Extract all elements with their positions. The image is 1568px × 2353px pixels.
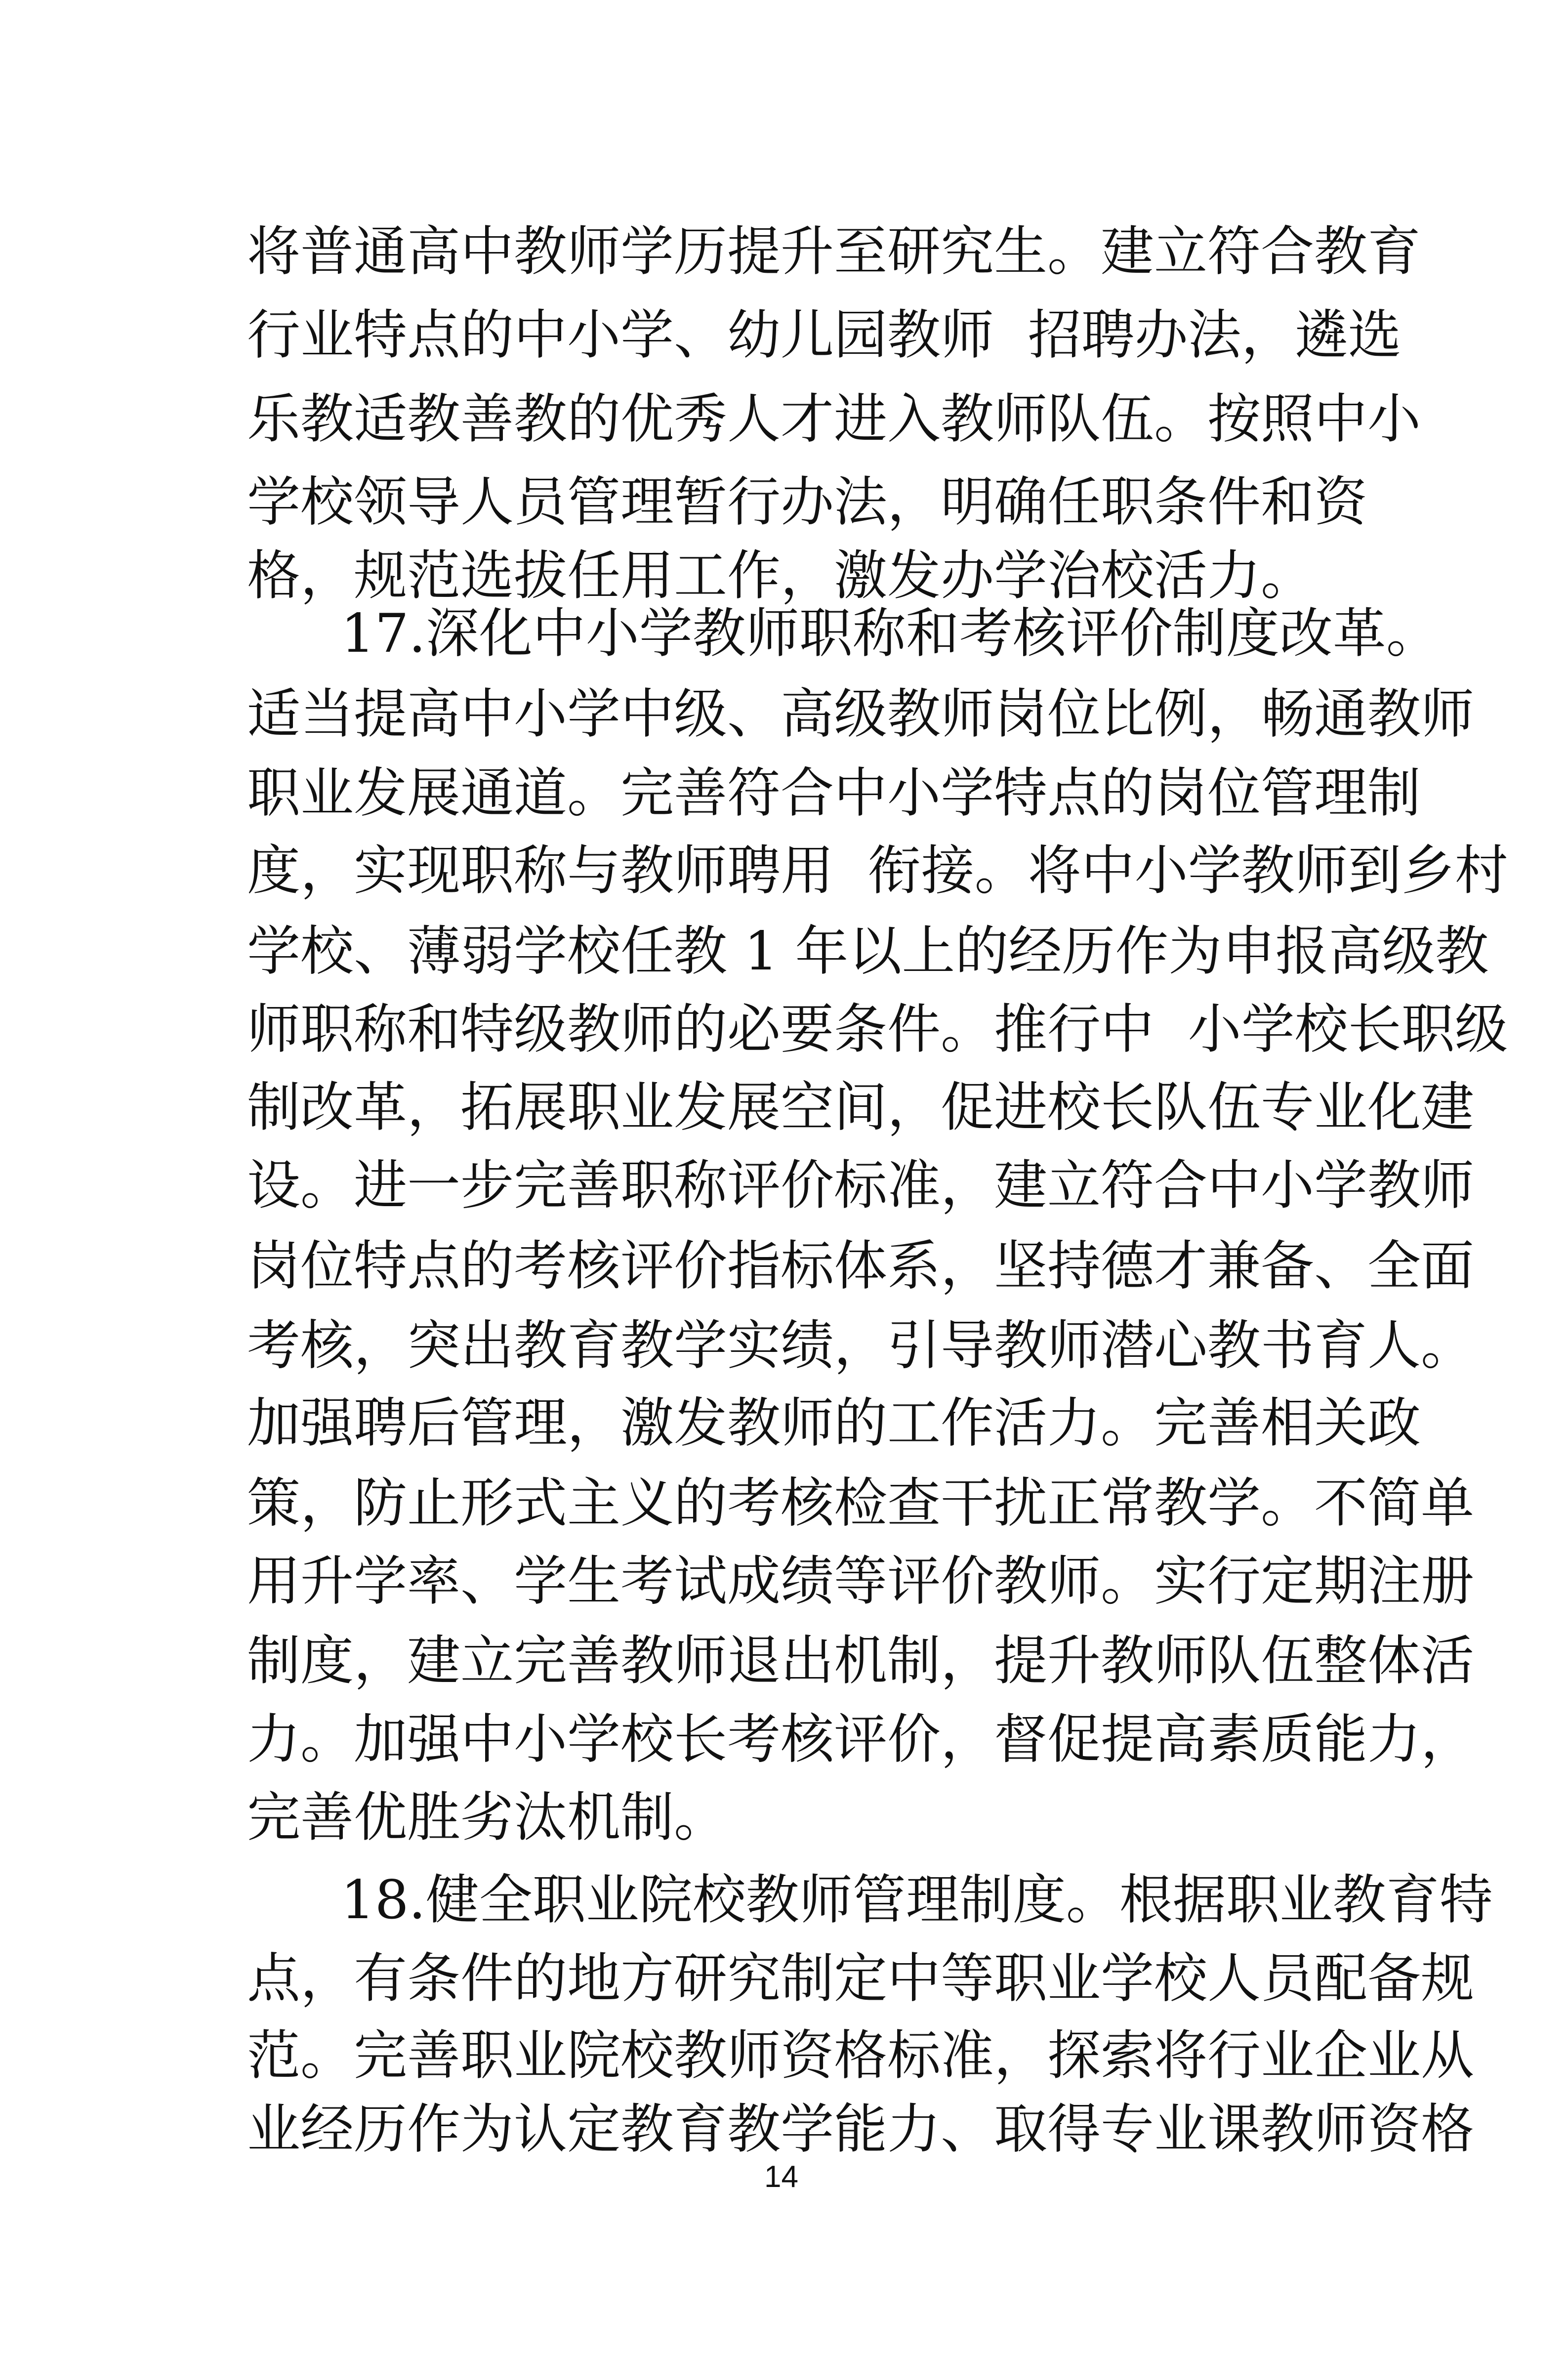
text-line-15: 考核，突出教育教学实绩，引导教师潜心教书育人。 xyxy=(247,1315,1475,1377)
text-line-8: 职业发展通道。完善符合中小学特点的岗位管理制 xyxy=(247,762,1421,824)
text-line-3: 乐教适教善教的优秀人才进入教师队伍。按照中小 xyxy=(247,388,1421,450)
text-line-18: 用升学率、学生考试成绩等评价教师。实行定期注册 xyxy=(247,1551,1475,1612)
text-line-17: 策，防止形式主义的考核检查干扰正常教学。不简单 xyxy=(247,1472,1475,1534)
text-line-10: 学校、薄弱学校任教 1 年以上的经历作为申报高级教 xyxy=(247,921,1489,982)
section-18-heading: 18.健全职业院校教师管理制度。根据职业教育特 xyxy=(341,1869,1493,1931)
text-line-16: 加强聘后管理，激发教师的工作活力。完善相关政 xyxy=(247,1392,1421,1454)
section-17-heading: 17.深化中小学教师职称和考核评价制度改革。 xyxy=(341,603,1440,665)
text-line-7: 适当提高中小学中级、高级教师岗位比例，畅通教师 xyxy=(247,683,1475,745)
text-line-21: 完善优胜劣汰机制。 xyxy=(247,1787,728,1849)
text-line-1: 将普通高中教师学历提升至研究生。建立符合教育 xyxy=(247,221,1421,283)
text-line-25: 业经历作为认定教育教学能力、取得专业课教师资格 xyxy=(247,2099,1475,2160)
text-line-23: 点，有条件的地方研究制定中等职业学校人员配备规 xyxy=(247,1948,1475,2010)
text-line-5: 格，规范选拔任用工作，激发办学治校活力。 xyxy=(247,545,1315,607)
text-line-19: 制度，建立完善教师退出机制，提升教师队伍整体活 xyxy=(247,1630,1475,1692)
text-line-9: 度，实现职称与教师聘用 衔接。将中小学教师到乡村 xyxy=(247,840,1508,902)
text-line-12: 制改革，拓展职业发展空间，促进校长队伍专业化建 xyxy=(247,1077,1475,1138)
text-line-2: 行业特点的中小学、幼儿园教师 招聘办法，遴选 xyxy=(247,304,1402,366)
text-line-14: 岗位特点的考核评价指标体系，坚持德才兼备、全面 xyxy=(247,1235,1475,1297)
page-number: 14 xyxy=(764,2160,798,2194)
text-line-24: 范。完善职业院校教师资格标准，探索将行业企业从 xyxy=(247,2025,1475,2087)
text-line-4: 学校领导人员管理暂行办法，明确任职条件和资 xyxy=(247,471,1368,533)
text-line-11: 师职称和特级教师的必要条件。推行中 小学校长职级 xyxy=(247,999,1508,1060)
text-line-20: 力。加强中小学校长考核评价，督促提高素质能力， xyxy=(247,1709,1475,1770)
text-line-13: 设。进一步完善职称评价标准，建立符合中小学教师 xyxy=(247,1155,1475,1217)
